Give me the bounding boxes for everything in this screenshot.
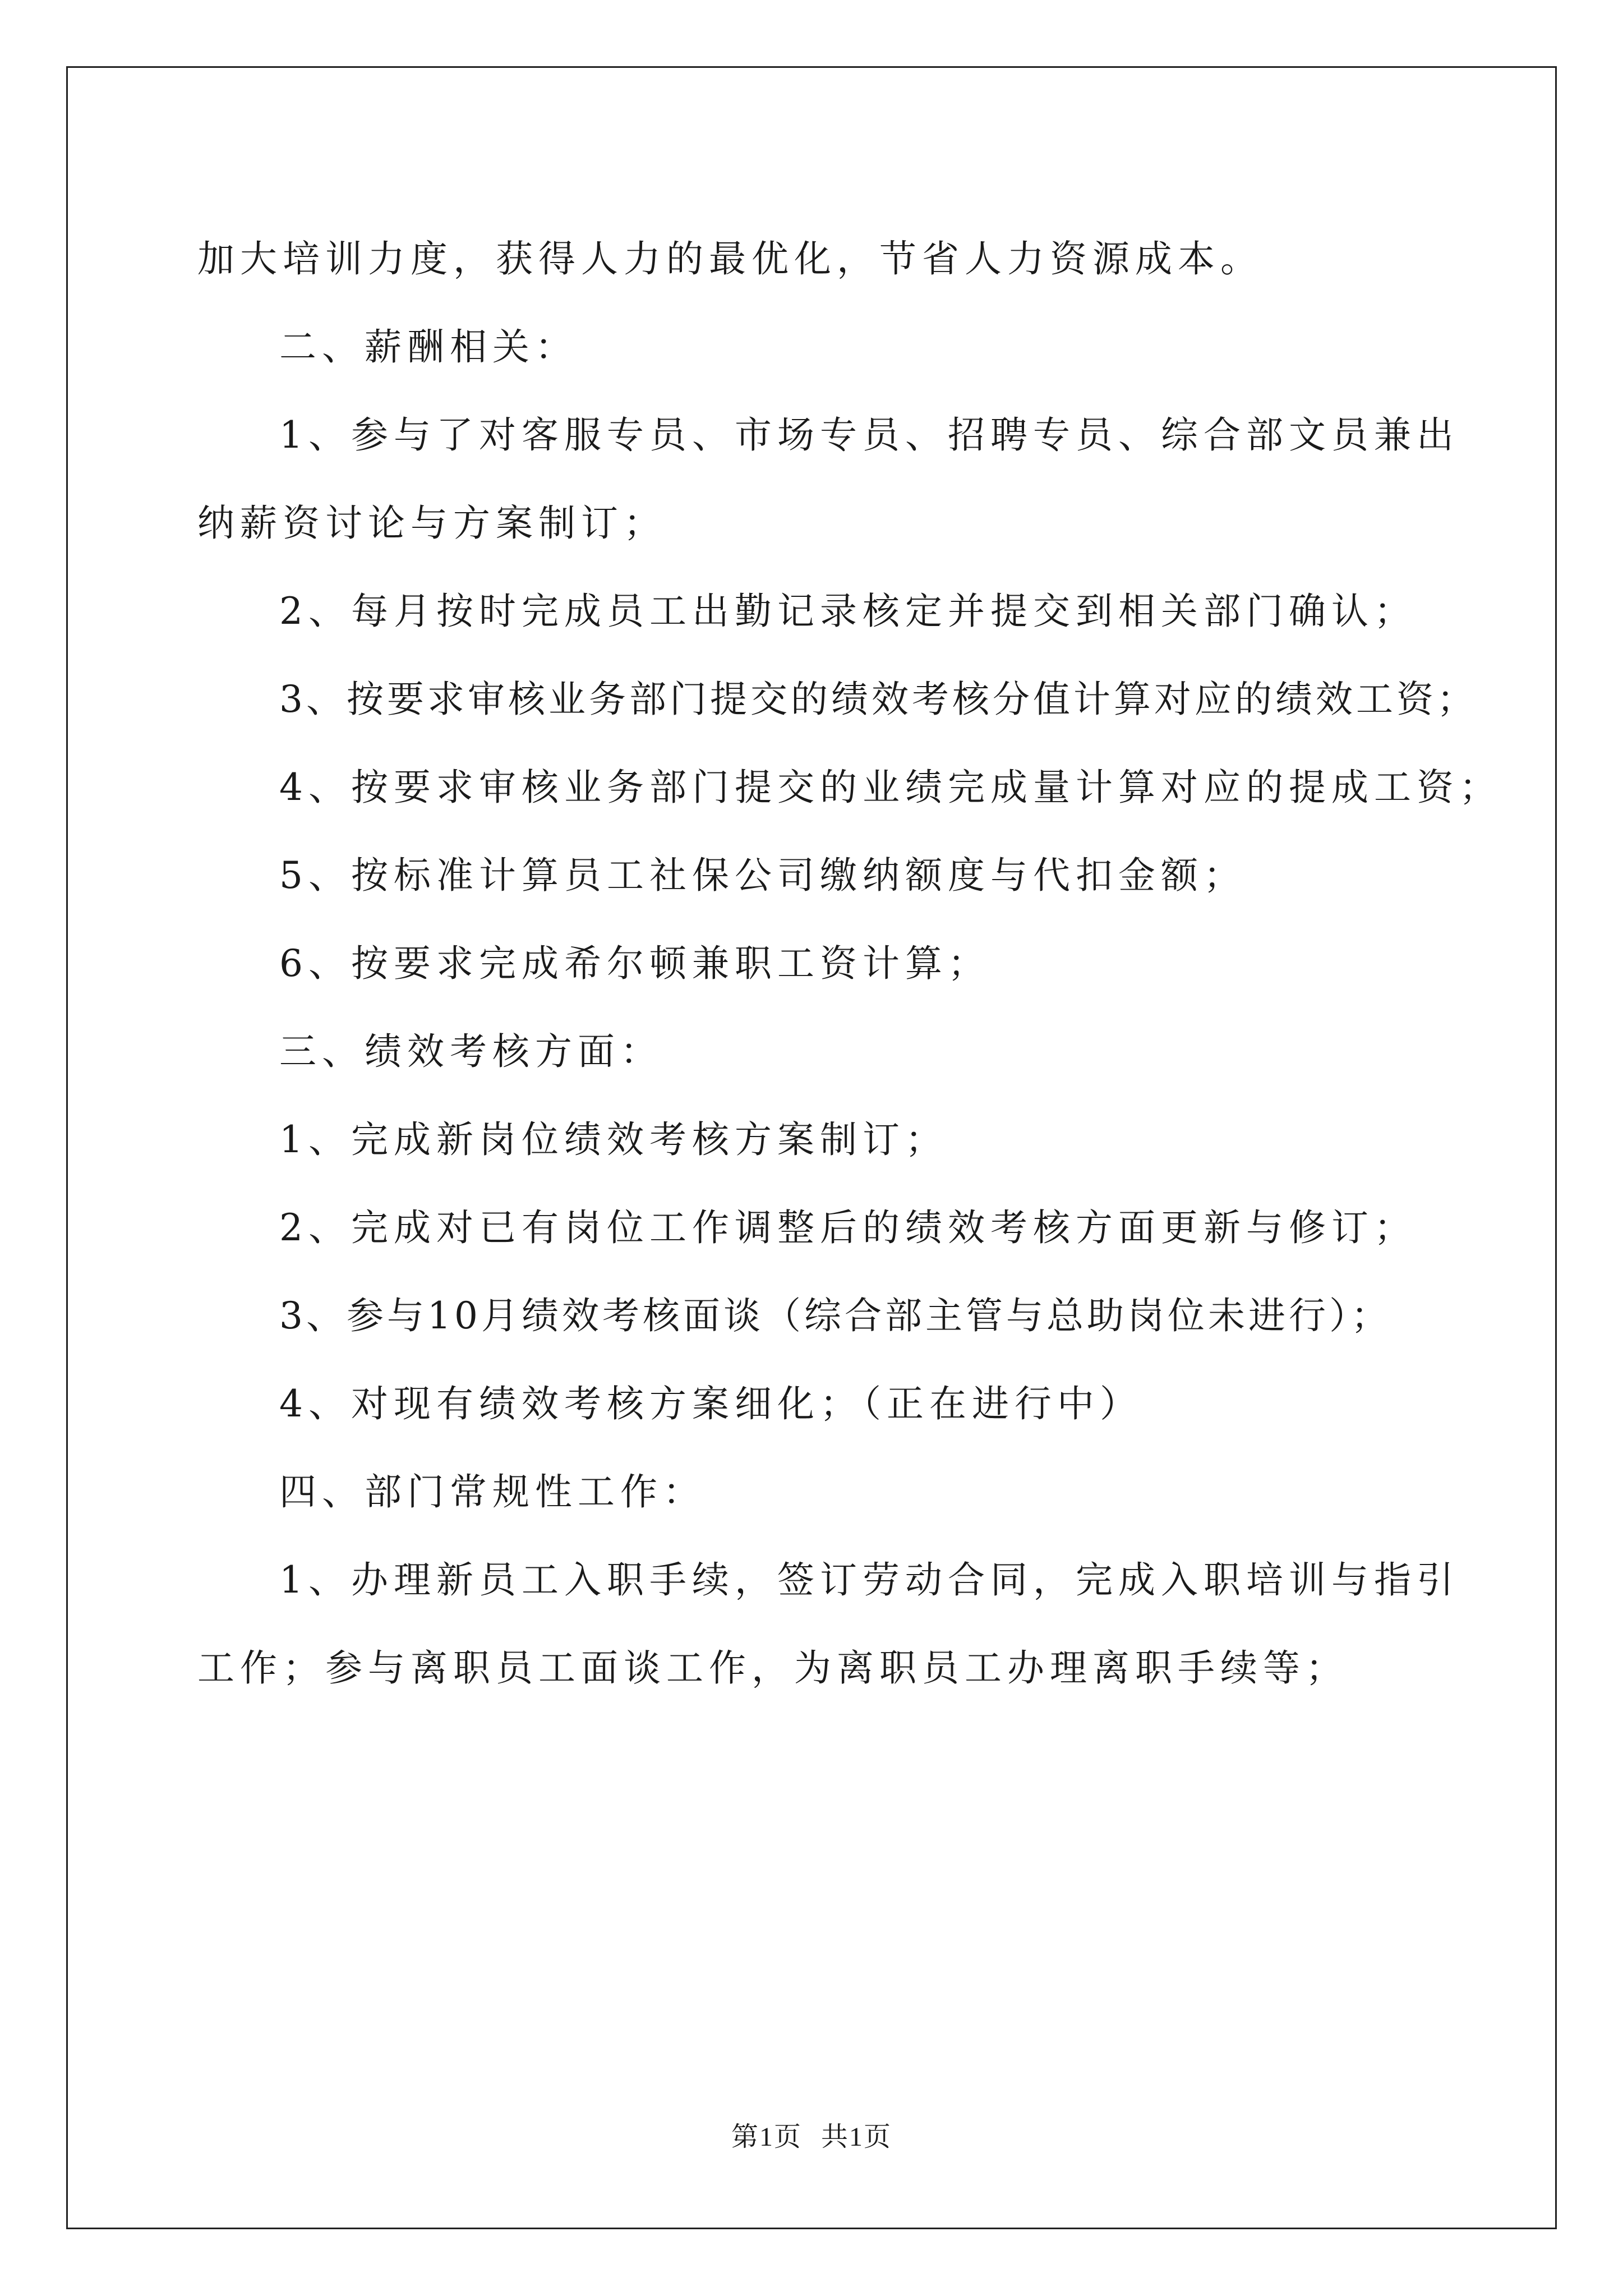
paragraph-perf-3: 3、参与10月绩效考核面谈（综合部主管与总助岗位未进行）； <box>279 1294 1391 1337</box>
page-footer <box>0 2115 1623 2154</box>
heading-routine: 四、部门常规性工作： <box>279 1470 706 1513</box>
heading-salary: 二、薪酬相关： <box>279 325 578 369</box>
page-number-total: 共1页 <box>821 2122 892 2152</box>
document-body <box>197 215 1502 1712</box>
paragraph-salary-6: 6、按要求完成希尔顿兼职工资计算； <box>279 942 990 985</box>
paragraph-intro-continuation: 加大培训力度，获得人力的最优化，节省人力资源成本。 <box>197 237 1263 280</box>
paragraph-salary-4: 4、按要求审核业务部门提交的业绩完成量计算对应的提成工资； <box>279 766 1502 809</box>
paragraph-salary-1: 1、参与了对客服专员、市场专员、招聘专员、综合部文员兼出纳薪资讨论与方案制订； <box>197 413 1459 545</box>
heading-performance: 三、绩效考核方面： <box>279 1030 663 1073</box>
paragraph-perf-1: 1、完成新岗位绩效考核方案制订； <box>279 1118 948 1161</box>
paragraph-perf-2: 2、完成对已有岗位工作调整后的绩效考核方面更新与修订； <box>279 1206 1417 1249</box>
paragraph-routine-1: 1、办理新员工入职手续，签订劳动合同，完成入职培训与指引工作；参与离职员工面谈工作，为离职员工办理离职手续等； <box>197 1558 1459 1690</box>
page-number-current: 第1页 <box>731 2122 802 2152</box>
paragraph-salary-3: 3、按要求审核业务部门提交的绩效考核分值计算对应的绩效工资； <box>279 678 1477 721</box>
paragraph-salary-2: 2、每月按时完成员工出勤记录核定并提交到相关部门确认； <box>279 590 1417 633</box>
paragraph-perf-4: 4、对现有绩效考核方案细化；（正在进行中） <box>279 1382 1142 1425</box>
paragraph-salary-5: 5、按标准计算员工社保公司缴纳额度与代扣金额； <box>279 854 1246 897</box>
